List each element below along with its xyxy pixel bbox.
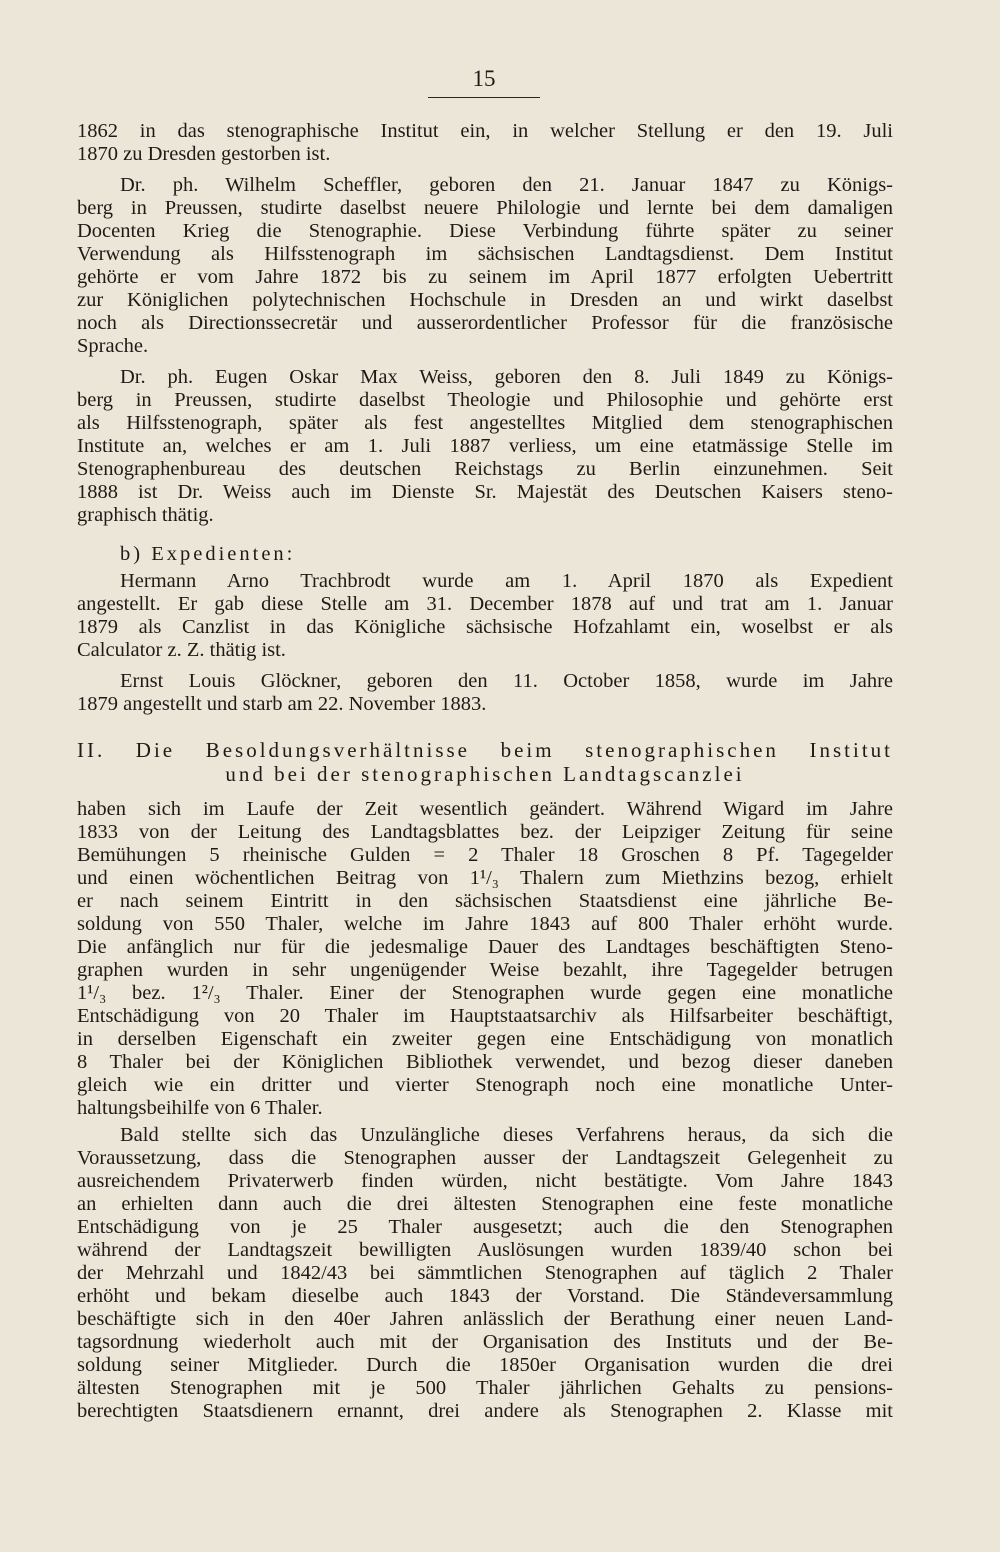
text-line: Voraussetzung, dass die Stenographen ausser der Landtagszeit Gelegenheit zu xyxy=(77,1147,893,1169)
text-line: soldung seiner Mitglieder. Durch die 1850er Organisation wurden die drei xyxy=(77,1354,893,1376)
text-line: soldung von 550 Thaler, welche im Jahre 1843 auf 800 Thaler erhöht wurde. xyxy=(77,913,893,935)
chapter-heading: II. Die Besoldungsverhältnisse beim stenographischen Institut xyxy=(77,738,893,762)
text-line: tagsordnung wiederholt auch mit der Organisation des Instituts und der Be- xyxy=(77,1331,893,1353)
text-line: Hermann Arno Trachbrodt wurde am 1. April 1870 als Expedient xyxy=(120,570,893,592)
text-line: Die anfänglich nur für die jedesmalige Dauer des Landtages beschäftigten Steno- xyxy=(77,936,893,958)
text-line: erhöht und bekam dieselbe auch 1843 der Vorstand. Die Ständeversammlung xyxy=(77,1285,893,1307)
text-line: gleich wie ein dritter und vierter Stenograph noch eine monatliche Unter- xyxy=(77,1074,893,1096)
text-line: Stenographenbureau des deutschen Reichstags zu Berlin einzunehmen. Seit xyxy=(77,458,893,480)
text-line: Dr. ph. Wilhelm Scheffler, geboren den 21. Januar 1847 zu Königs- xyxy=(120,174,893,196)
text-line: noch als Directionssecretär und ausserordentlicher Professor für die französische xyxy=(77,312,893,334)
text-line: Verwendung als Hilfsstenograph im sächsischen Landtagsdienst. Dem Institut xyxy=(77,243,893,265)
section-heading: b) Expedienten: xyxy=(120,543,296,565)
text-line: Institute an, welches er am 1. Juli 1887 verliess, um eine etatmässige Stelle im xyxy=(77,435,893,457)
text-line: er nach seinem Eintritt in den sächsischen Staatsdienst eine jährliche Be- xyxy=(77,890,893,912)
page-number: 15 xyxy=(428,66,540,98)
text-line: Ernst Louis Glöckner, geboren den 11. October 1858, wurde im Jahre xyxy=(120,670,893,692)
text-line: berg in Preussen, studirte daselbst Theologie und Philosophie und gehörte erst xyxy=(77,389,893,411)
text-line: Entschädigung von je 25 Thaler ausgesetzt; auch die den Stenographen xyxy=(77,1216,893,1238)
text-line: angestellt. Er gab diese Stelle am 31. December 1878 auf und trat am 1. Januar xyxy=(77,593,893,615)
chapter-heading-line-2: und bei der stenographischen Landtagscanzlei xyxy=(225,762,745,786)
text-line: berechtigten Staatsdienern ernannt, drei andere als Stenographen 2. Klasse mit xyxy=(77,1400,893,1422)
text-line: während der Landtagszeit bewilligten Auslösungen wurden 1839/40 schon bei xyxy=(77,1239,893,1261)
text-line: haben sich im Laufe der Zeit wesentlich geändert. Während Wigard im Jahre xyxy=(77,798,893,820)
text-line: an erhielten dann auch die drei ältesten Stenographen eine feste monatliche xyxy=(77,1193,893,1215)
text-line: zur Königlichen polytechnischen Hochschule in Dresden an und wirkt daselbst xyxy=(77,289,893,311)
text-line: 1870 zu Dresden gestorben ist. xyxy=(77,143,331,165)
text-line: 1¹/₃ bez. 1²/₃ Thaler. Einer der Stenographen wurde gegen eine monatliche xyxy=(77,982,893,1004)
text-line: 1879 als Canzlist in das Königliche sächsische Hofzahlamt ein, woselbst er als xyxy=(77,616,893,638)
text-line: Bald stellte sich das Unzulängliche dieses Verfahrens heraus, da sich die xyxy=(120,1124,893,1146)
text-line: Dr. ph. Eugen Oskar Max Weiss, geboren den 8. Juli 1849 zu Königs- xyxy=(120,366,893,388)
text-line: 1833 von der Leitung des Landtagsblattes bez. der Leipziger Zeitung für seine xyxy=(77,821,893,843)
text-line: graphisch thätig. xyxy=(77,504,214,526)
text-line: haltungsbeihilfe von 6 Thaler. xyxy=(77,1097,323,1119)
text-line: und einen wöchentlichen Beitrag von 1¹/₃ Thalern zum Miethzins bezog, erhielt xyxy=(77,867,893,889)
text-line: ältesten Stenographen mit je 500 Thaler jährlichen Gehalts zu pensions- xyxy=(77,1377,893,1399)
text-line: berg in Preussen, studirte daselbst neuere Philologie und lernte bei dem damaligen xyxy=(77,197,893,219)
text-line: Docenten Krieg die Stenographie. Diese Verbindung führte später zu seiner xyxy=(77,220,893,242)
text-line: in derselben Eigenschaft ein zweiter gegen eine Entschädigung von monatlich xyxy=(77,1028,893,1050)
text-line: als Hilfsstenograph, später als fest angestelltes Mitglied dem stenographischen xyxy=(77,412,893,434)
text-line: 1862 in das stenographische Institut ein, in welcher Stellung er den 19. Juli xyxy=(77,120,893,142)
text-line: graphen wurden in sehr ungenügender Weise bezahlt, ihre Tagegelder betrugen xyxy=(77,959,893,981)
text-line: beschäftigte sich in den 40er Jahren anlässlich der Berathung einer neuen Land- xyxy=(77,1308,893,1330)
text-line: 8 Thaler bei der Königlichen Bibliothek verwendet, und bezog dieser daneben xyxy=(77,1051,893,1073)
text-line: gehörte er vom Jahre 1872 bis zu seinem im April 1877 erfolgten Uebertritt xyxy=(77,266,893,288)
text-line: 1888 ist Dr. Weiss auch im Dienste Sr. Majestät des Deutschen Kaisers steno- xyxy=(77,481,893,503)
text-line: ausreichendem Privaterwerb finden würden, nicht bestätigte. Vom Jahre 1843 xyxy=(77,1170,893,1192)
text-line: 1879 angestellt und starb am 22. November 1883. xyxy=(77,693,487,715)
text-line: Calculator z. Z. thätig ist. xyxy=(77,639,286,661)
text-line: der Mehrzahl und 1842/43 bei sämmtlichen Stenographen auf täglich 2 Thaler xyxy=(77,1262,893,1284)
text-line: Sprache. xyxy=(77,335,149,357)
text-line: Entschädigung von 20 Thaler im Hauptstaatsarchiv als Hilfsarbeiter beschäftigt, xyxy=(77,1005,893,1027)
text-line: Bemühungen 5 rheinische Gulden = 2 Thaler 18 Groschen 8 Pf. Tagegelder xyxy=(77,844,893,866)
